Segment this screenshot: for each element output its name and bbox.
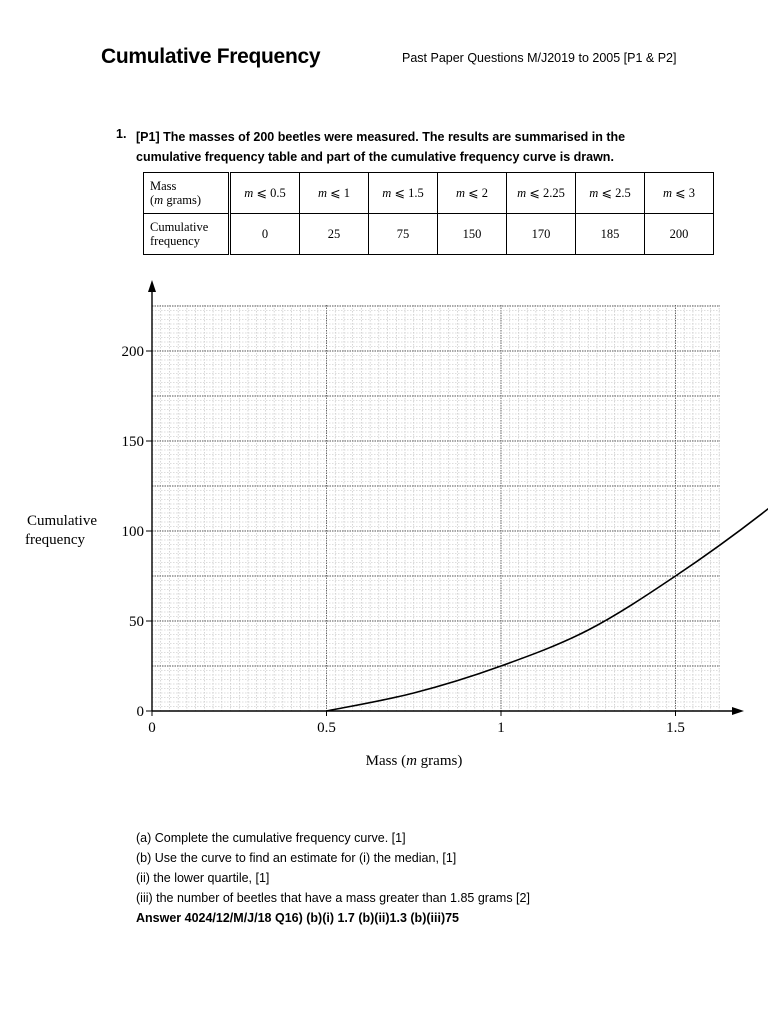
page-subtitle: Past Paper Questions M/J2019 to 2005 [P1 & P2] [402,51,677,65]
part-b-iii: (iii) the number of beetles that have a mass greater than 1.85 grams [2] [136,891,530,905]
table-header-mass: Mass (m grams) [144,173,230,214]
y-axis-label: Cumulative [27,513,97,529]
table-cell-mass: m ⩽ 1 [300,173,369,214]
part-b-i: (b) Use the curve to find an estimate for (i) the median, [1] [136,851,457,865]
table-cell-frequency: 25 [300,214,369,255]
x-axis-arrow [732,707,744,715]
axes [148,280,744,715]
table-cell-frequency: 185 [576,214,645,255]
table-cell-mass: m ⩽ 2 [438,173,507,214]
table-cell-mass: m ⩽ 2.5 [576,173,645,214]
question-number: 1. [116,127,127,141]
x-tick-label: 0 [148,720,156,736]
part-b-ii: (ii) the lower quartile, [1] [136,871,270,885]
table-cell-frequency: 0 [230,214,300,255]
y-tick-label: 0 [136,704,144,720]
y-axis-label: frequency [25,532,85,548]
table-row-frequency [144,214,714,255]
y-axis-arrow [148,280,156,292]
table-cell-frequency: 170 [507,214,576,255]
part-a: (a) Complete the cumulative frequency curve. [1] [136,831,406,845]
x-tick-label: 0.5 [317,720,336,736]
page-title: Cumulative Frequency [101,45,321,68]
table-cell-mass: m ⩽ 2.25 [507,173,576,214]
cumulative-frequency-graph [0,270,768,780]
x-tick-label: 1 [497,720,505,736]
x-tick-label: 1.5 [666,720,685,736]
y-tick-label: 200 [121,344,144,360]
table-row-mass [144,173,714,214]
y-tick-label: 150 [121,434,144,450]
table-header-frequency: Cumulative frequency [144,214,230,255]
y-tick-label: 50 [129,614,144,630]
question-text: [P1] The masses of 200 beetles were measured. The results are summarised in the cumulative frequency table and part of the cumulative frequency curve is drawn. [136,130,626,164]
y-tick-label: 100 [121,524,144,540]
table-cell-frequency: 150 [438,214,507,255]
answer-line: Answer 4024/12/M/J/18 Q16) (b)(i) 1.7 (b)(ii)1.3 (b)(iii)75 [136,911,460,925]
table-cell-frequency: 75 [369,214,438,255]
table-cell-frequency: 200 [645,214,714,255]
x-axis-label: Mass (m grams) [365,753,463,769]
table-cell-mass: m ⩽ 1.5 [369,173,438,214]
table-cell-mass: m ⩽ 0.5 [230,173,300,214]
grid [152,305,720,711]
question-parts [136,828,736,928]
frequency-table [143,172,714,255]
table-cell-mass: m ⩽ 3 [645,173,714,214]
